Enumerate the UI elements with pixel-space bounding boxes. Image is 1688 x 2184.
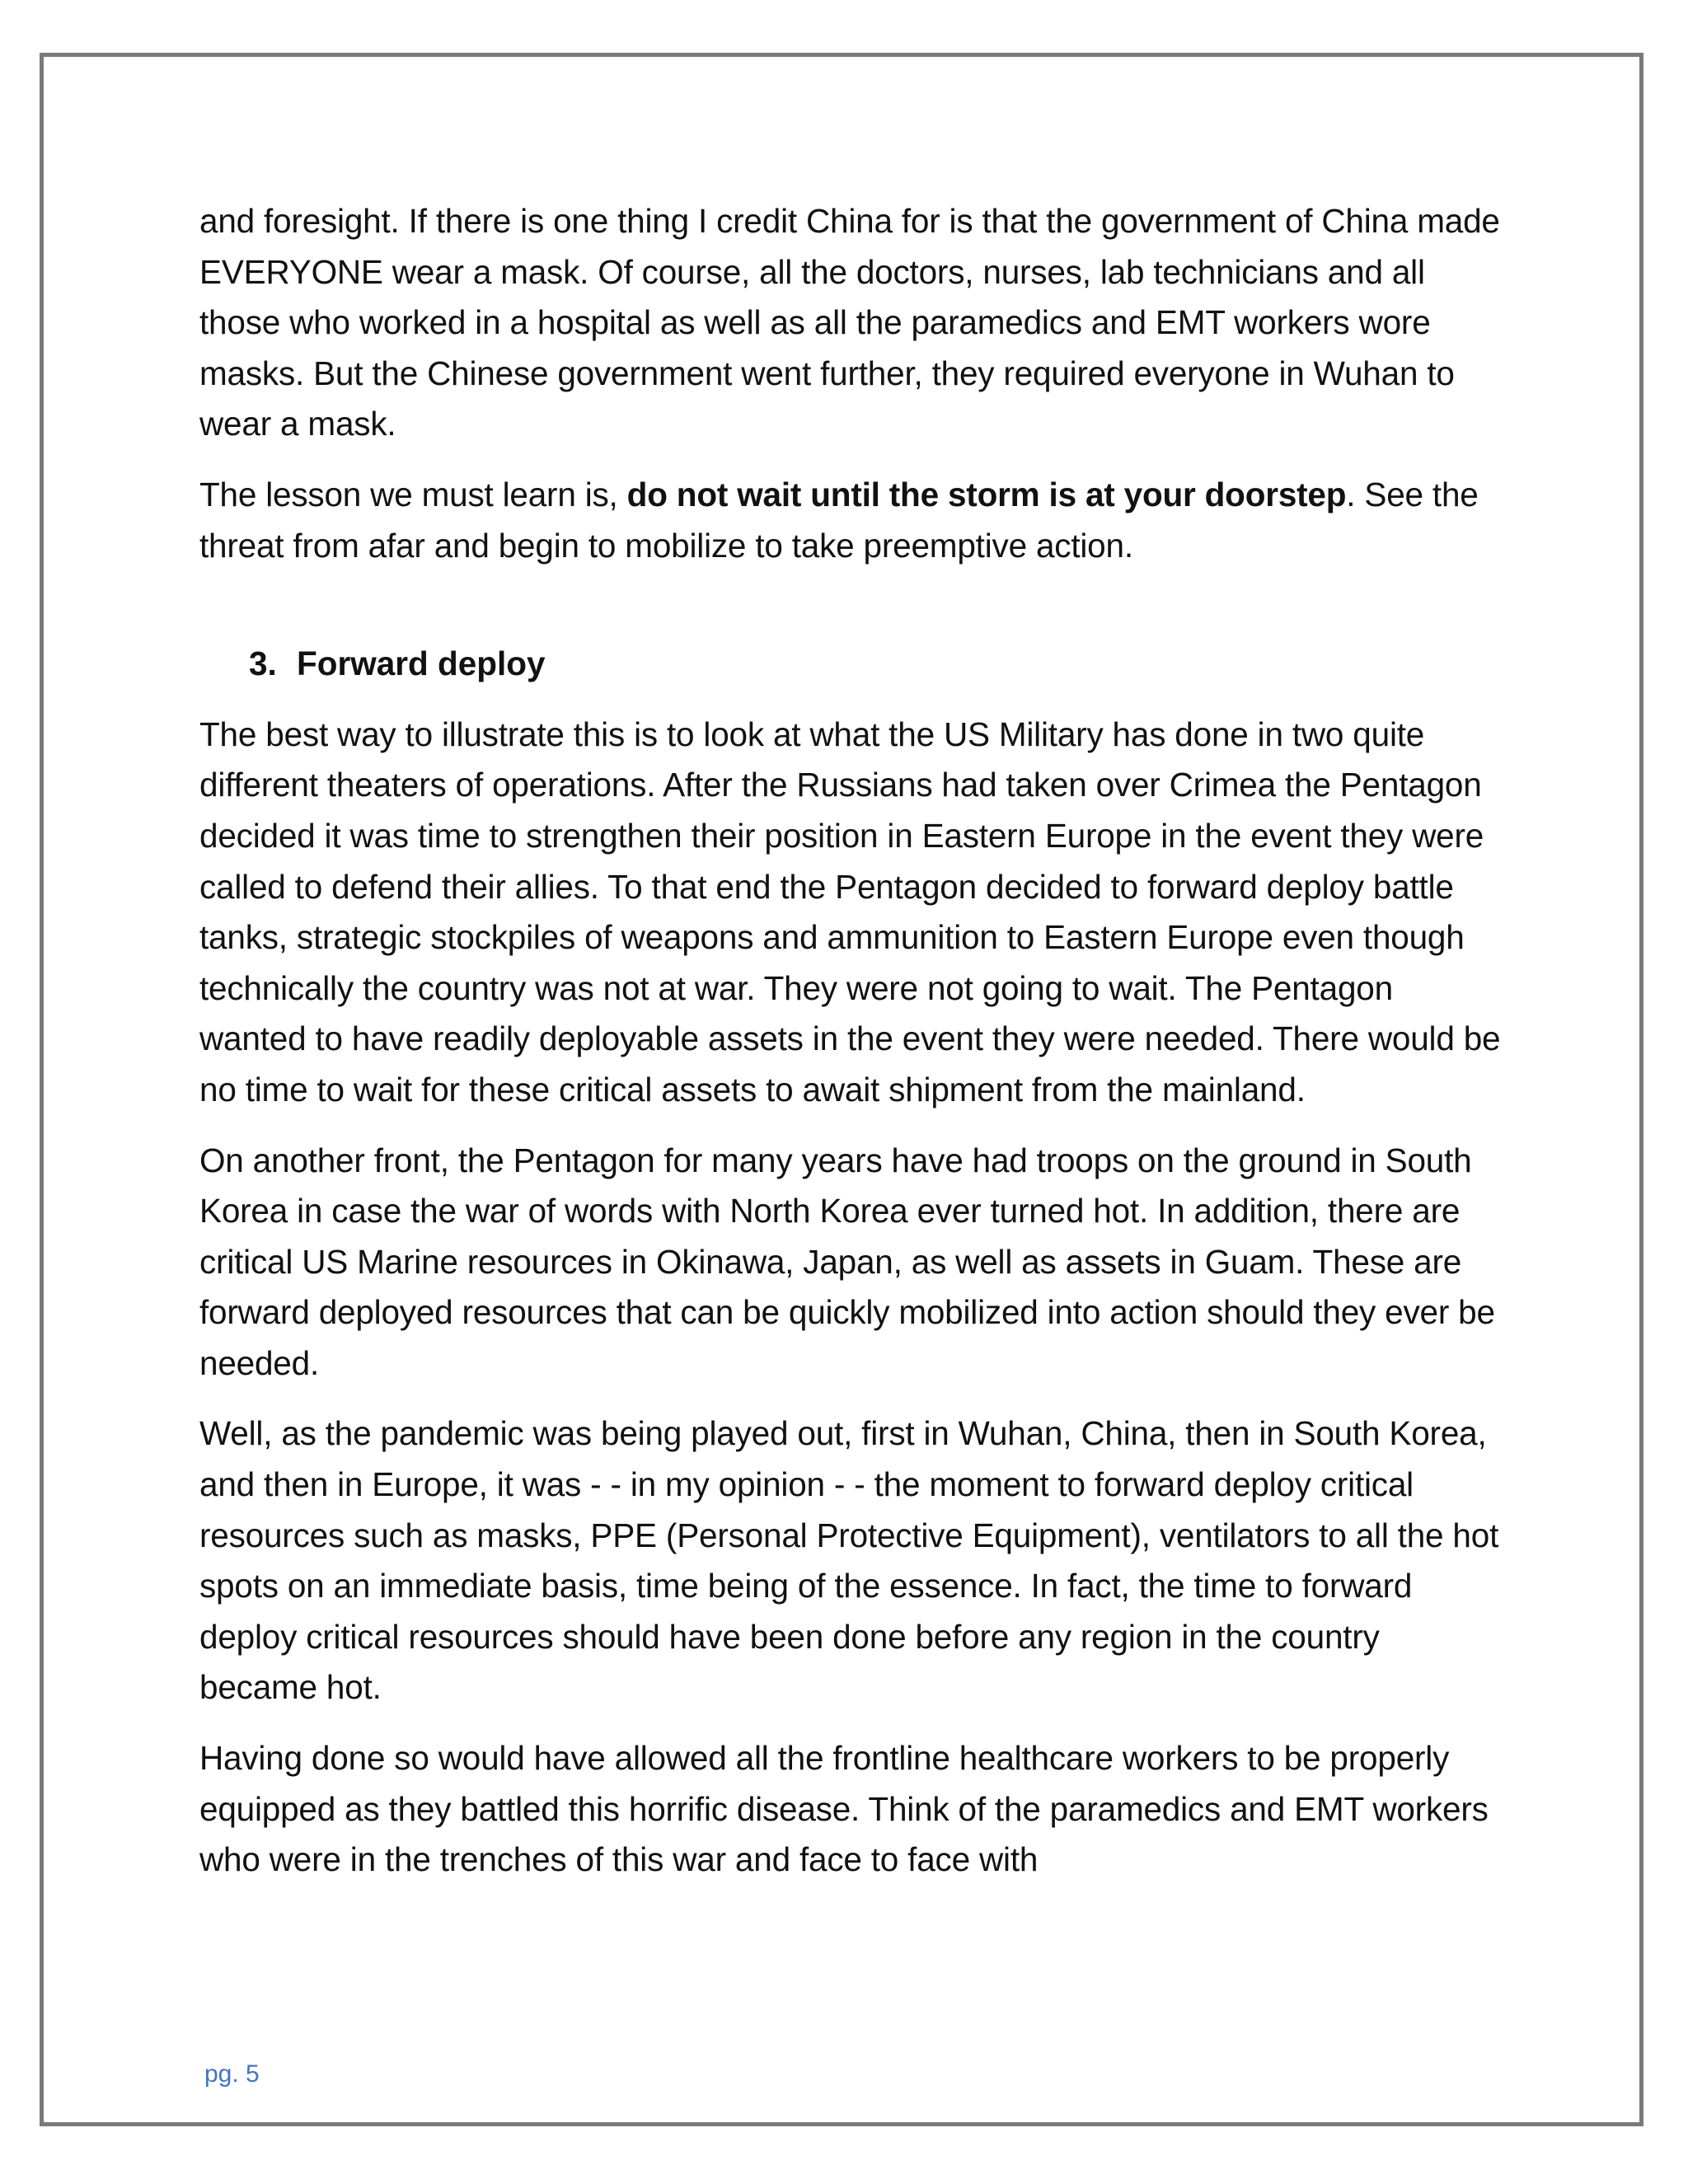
page-number: pg. 5 bbox=[204, 2060, 260, 2088]
section-number: 3. bbox=[249, 644, 277, 683]
paragraph-2 bbox=[199, 470, 1502, 571]
section-heading bbox=[249, 639, 1502, 690]
paragraph-4: On another front, the Pentagon for many years have had troops on the ground in South Korea in case the war of words with North Korea ever turned hot. In addition, there are critical US Marine resources in Okinawa, Japan, as well as assets in Guam. These are forward deployed resources that can be quickly mobilized into action should they ever be needed. bbox=[199, 1141, 1495, 1382]
section-title: Forward deploy bbox=[297, 644, 546, 683]
document-body bbox=[199, 196, 1502, 1905]
paragraph-1: and foresight. If there is one thing I credit China for is that the government of China made EVERYONE wear a mask. Of course, all the doctors, nurses, lab technicians and all those who worked in a hospital as well as all the paramedics and EMT workers wore masks. But the Chinese government went further, they required everyone in Wuhan to wear a mask. bbox=[199, 202, 1500, 443]
paragraph-6: Having done so would have allowed all the frontline healthcare workers to be properly equipped as they battled this horrific disease. Think of the paramedics and EMT workers who were in the trenches of this war and face to face with bbox=[199, 1739, 1489, 1879]
paragraph-3: The best way to illustrate this is to look at what the US Military has done in two quite different theaters of operations. After the Russians had taken over Crimea the Pentagon decided it was time to strengthen their position in Eastern Europe in the event they were called to defend their allies. To that end the Pentagon decided to forward deploy battle tanks, strategic stockpiles of weapons and ammunition to Eastern Europe even though technically the country was not at war. They were not going to wait. The Pentagon wanted to have readily deployable assets in the event they were needed. There would be no time to wait for these critical assets to await shipment from the mainland. bbox=[199, 715, 1501, 1108]
paragraph-2-emphasis: do not wait until the storm is at your doorstep bbox=[626, 475, 1347, 513]
paragraph-2-lead: The lesson we must learn is, bbox=[199, 475, 627, 513]
paragraph-2-tail: . See the threat from afar and begin to mobilize to take preemptive action. bbox=[199, 475, 1479, 565]
paragraph-5: Well, as the pandemic was being played out, first in Wuhan, China, then in South Korea, and then in Europe, it was - - in my opinion - - the moment to forward deploy critical resources such as masks, PPE (Personal Protective Equipment), ventilators to all the hot spots on an immediate basis, time being of the essence. In fact, the time to forward deploy critical resources should have been done before any region in the country became hot. bbox=[199, 1414, 1499, 1707]
